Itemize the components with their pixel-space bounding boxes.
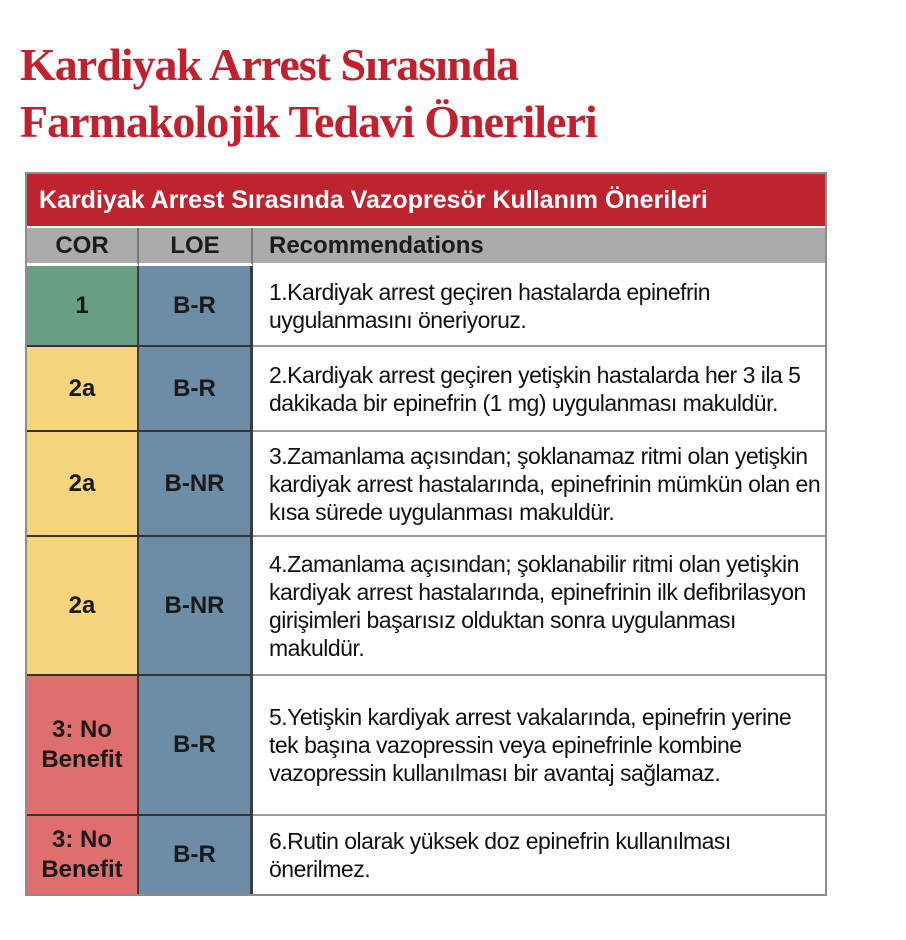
table-row bbox=[27, 535, 825, 674]
recommendation-cell: 3.Zamanlama açısından; şoklanamaz ritmi olan yetişkin kardiyak arrest hastalarında, epinefrinin mümkün olan en kısa sürede uygulanması makuldür. bbox=[253, 430, 825, 535]
table-title-bar bbox=[27, 174, 825, 228]
page-title bbox=[20, 36, 597, 150]
page-title-line1: Kardiyak Arrest Sırasında bbox=[20, 39, 519, 90]
table-row bbox=[27, 674, 825, 814]
cor-cell: 1 bbox=[27, 266, 139, 345]
recommendation-cell: 1.Kardiyak arrest geçiren hastalarda epinefrin uygulanmasını öneriyoruz. bbox=[269, 278, 711, 333]
table-body bbox=[27, 266, 825, 894]
cor-cell: 3: No Benefit bbox=[27, 674, 139, 814]
cor-cell: 3: No Benefit bbox=[27, 814, 139, 894]
loe-cell: B-R bbox=[139, 674, 253, 814]
column-header-row bbox=[27, 228, 825, 266]
loe-cell: B-R bbox=[139, 814, 253, 894]
recommendations-table bbox=[25, 172, 827, 896]
loe-cell: B-NR bbox=[139, 430, 253, 535]
table-row bbox=[27, 345, 825, 430]
table-row bbox=[27, 266, 825, 345]
column-header-cor: COR bbox=[27, 228, 139, 266]
column-header-recommendations: Recommendations bbox=[253, 228, 825, 266]
recommendation-cell: 2.Kardiyak arrest geçiren yetişkin hastalarda her 3 ila 5 dakikada bir epinefrin (1 mg) uygulanması makuldür. bbox=[253, 345, 825, 430]
recommendation-cell: 5.Yetişkin kardiyak arrest vakalarında, epinefrin yerine tek başına vazopressin veya epinefrinle kombine vazopressin kullanılması bir avantaj sağlamaz. bbox=[253, 674, 825, 814]
loe-cell: B-R bbox=[139, 345, 253, 430]
loe-cell: B-R bbox=[139, 266, 253, 345]
cor-cell: 2a bbox=[27, 430, 139, 535]
loe-cell: B-NR bbox=[139, 535, 253, 674]
table-row bbox=[27, 430, 825, 535]
page-title-line2: Farmakolojik Tedavi Önerileri bbox=[20, 96, 597, 147]
table-row bbox=[27, 814, 825, 894]
recommendation-cell: 6.Rutin olarak yüksek doz epinefrin kullanılması önerilmez. bbox=[253, 814, 825, 894]
table-title: Kardiyak Arrest Sırasında Vazopresör Kullanım Önerileri bbox=[39, 185, 708, 214]
recommendation-cell: 4.Zamanlama açısından; şoklanabilir ritmi olan yetişkin kardiyak arrest hastalarında, epinefrinin ilk defibrilasyon girişimleri başarısız olduktan sonra uygulanması makuldür. bbox=[253, 535, 825, 674]
cor-cell: 2a bbox=[27, 345, 139, 430]
column-header-loe: LOE bbox=[139, 228, 253, 266]
cor-cell: 2a bbox=[27, 535, 139, 674]
